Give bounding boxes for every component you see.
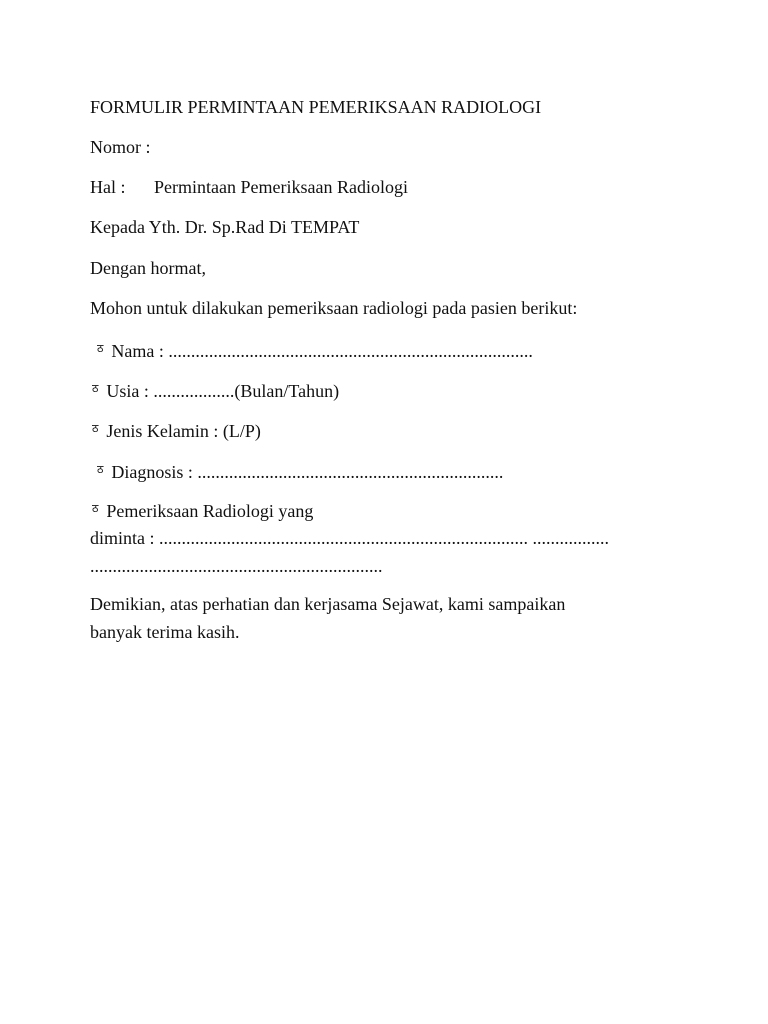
field-jenis-kelamin xyxy=(92,418,261,442)
hal-value: Permintaan Pemeriksaan Radiologi xyxy=(154,177,408,197)
field-nama-text: Nama : ................................................................................. xyxy=(111,341,533,361)
bullet-icon: ठ xyxy=(92,503,99,515)
bullet-icon: ठ xyxy=(97,343,104,355)
field-pemeriksaan xyxy=(92,498,313,522)
field-usia xyxy=(92,378,339,402)
recipient-line: Kepada Yth. Dr. Sp.Rad Di TEMPAT xyxy=(90,217,360,237)
intro-line: Mohon untuk dilakukan pemeriksaan radiologi pada pasien berikut: xyxy=(90,298,578,318)
closing-line-1: Demikian, atas perhatian dan kerjasama Sejawat, kami sampaikan xyxy=(90,594,566,614)
field-jenis-kelamin-text: Jenis Kelamin : (L/P) xyxy=(106,421,261,441)
closing-line-2: banyak terima kasih. xyxy=(90,622,240,642)
hal-label: Hal : xyxy=(90,177,126,197)
greeting-line: Dengan hormat, xyxy=(90,258,206,278)
bullet-icon: ठ xyxy=(97,464,104,476)
field-diminta: diminta : .................................................................................. ................. xyxy=(90,528,609,548)
field-pemeriksaan-text: Pemeriksaan Radiologi yang xyxy=(106,501,314,521)
bullet-icon: ठ xyxy=(92,383,99,395)
field-usia-text: Usia : ..................(Bulan/Tahun) xyxy=(106,381,340,401)
field-diagnosis xyxy=(97,459,503,483)
field-diminta-continuation: ................................................................. xyxy=(90,556,383,576)
bullet-icon: ठ xyxy=(92,423,99,435)
nomor-line: Nomor : xyxy=(90,137,151,157)
document-title: FORMULIR PERMINTAAN PEMERIKSAAN RADIOLOGI xyxy=(90,97,542,117)
field-diagnosis-text: Diagnosis : .................................................................... xyxy=(111,462,504,482)
hal-line xyxy=(90,176,408,198)
field-nama xyxy=(97,338,533,362)
